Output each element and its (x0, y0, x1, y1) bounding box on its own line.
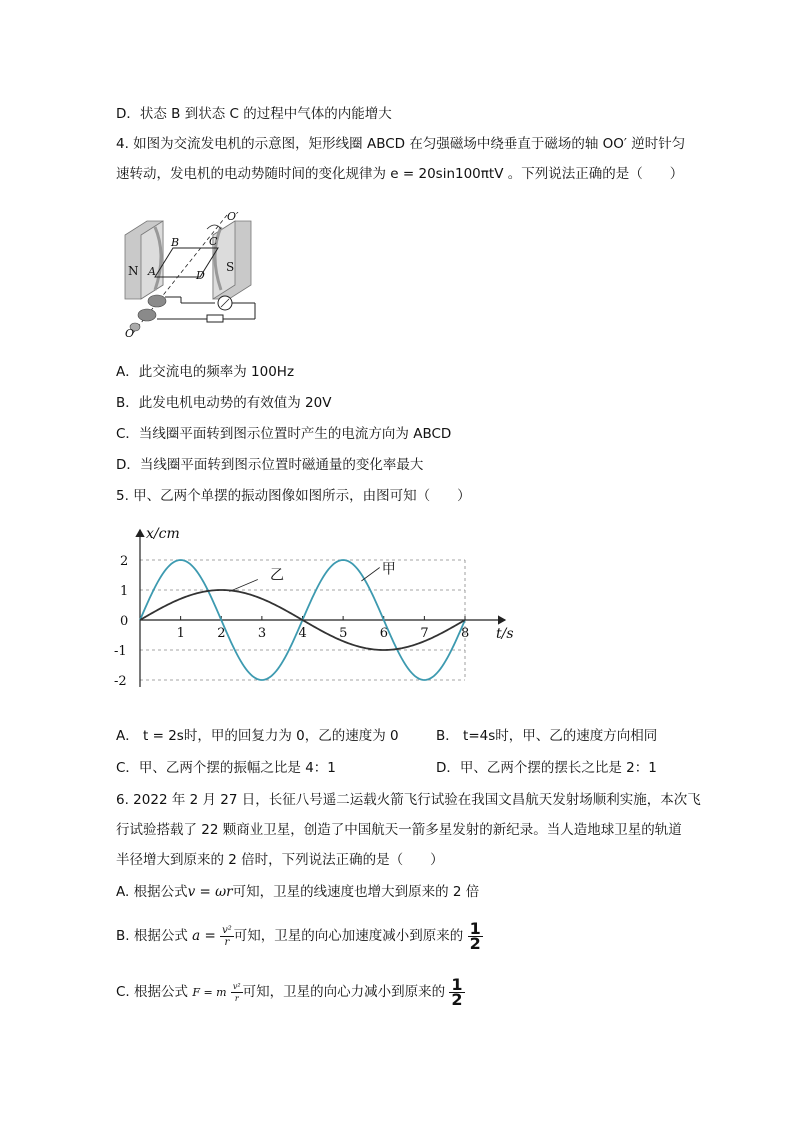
y-tick-label: -2 (114, 674, 127, 689)
q6-option-b-text: 可知，卫星的向心加速度减小到原来的 (233, 928, 464, 944)
y-axis-label: x/cm (146, 526, 180, 542)
x-axis-label: t/s (496, 626, 514, 642)
y-tick-label: 2 (120, 554, 129, 569)
label-a: A (148, 265, 156, 278)
x-tick-label: 7 (420, 626, 429, 641)
q6-option-c-text: 可知，卫星的向心力减小到原来的 (242, 984, 446, 1000)
q6-option-b-ratio: $\frac{1}{2}$ (469, 918, 481, 953)
q6-option-c (116, 974, 465, 1011)
q4-option-c: C．当线圈平面转到图示位置时产生的电流方向为 ABCD (116, 426, 452, 442)
q5-stem: 5. 甲、乙两个单摆的振动图像如图所示，由图可知（ ） (116, 488, 471, 504)
label-c: C (209, 235, 218, 248)
x-tick-label: 4 (298, 626, 307, 641)
q6-stem-line2: 行试验搭载了 22 颗商业卫星，创造了中国航天一箭多星发射的新纪录。当人造地球卫星的轨道 (116, 822, 682, 838)
q3-option-d: D．状态 B 到状态 C 的过程中气体的内能增大 (116, 106, 392, 122)
x-tick-label: 5 (339, 626, 348, 641)
series-label-1: 甲 (381, 561, 396, 578)
q5-option-c: C．甲、乙两个摆的振幅之比是 4：1 (116, 760, 336, 776)
q6-option-a-prefix: A. 根据公式 (116, 884, 188, 900)
q4-option-d: D．当线圈平面转到图示位置时磁通量的变化率最大 (116, 457, 424, 473)
y-tick-label: 0 (120, 614, 129, 629)
q5-option-d: D．甲、乙两个摆的摆长之比是 2：1 (436, 760, 657, 776)
label-s: S (226, 260, 235, 274)
oscillation-chart (110, 522, 530, 692)
label-n: N (128, 264, 139, 278)
q4-stem-line2: 速转动，发电机的电动势随时间的变化规律为 e = 20sin100πtV 。下列说法正确的是（ ） (116, 166, 684, 182)
q6-stem-line1: 6. 2022 年 2 月 27 日，长征八号遥二运载火箭飞行试验在我国文昌航天发射场顺利实施，本次飞 (116, 792, 701, 808)
q5-option-a: A． t = 2s时，甲的回复力为 0，乙的速度为 0 (116, 728, 399, 744)
q6-stem-line3: 半径增大到原来的 2 倍时，下列说法正确的是（ ） (116, 852, 444, 868)
x-tick-label: 2 (217, 626, 226, 641)
series-label-2: 乙 (270, 567, 284, 584)
q6-option-c-ratio: $\frac{1}{2}$ (451, 974, 463, 1009)
label-d: D (196, 269, 205, 282)
x-tick-label: 1 (176, 626, 185, 641)
q5-option-b: B． t=4s时，甲、乙的速度方向相同 (436, 728, 658, 744)
x-tick-label: 3 (257, 626, 267, 641)
q6-option-c-lhs: F = m (192, 986, 227, 999)
q6-option-a-formula: v = ωr (187, 884, 233, 900)
q6-option-b (116, 918, 483, 954)
y-tick-label: -1 (114, 644, 127, 659)
q4-option-b: B．此发电机电动势的有效值为 20V (116, 395, 332, 411)
q6-option-b-formula-fraction: $\frac{\text{v²}}{r}$ (222, 924, 232, 948)
q6-option-a (116, 882, 479, 902)
generator-diagram (115, 205, 265, 340)
q6-option-c-formula-fraction: $\frac{\text{v²}}{r}$ (232, 981, 241, 1003)
label-b: B (171, 236, 180, 249)
q4-option-a: A．此交流电的频率为 100Hz (116, 364, 295, 380)
y-tick-label: 1 (120, 584, 129, 599)
legend-leader-1 (361, 568, 379, 582)
label-o: O (125, 327, 135, 340)
label-o-prime: O′ (227, 210, 239, 223)
q6-option-b-prefix: B. 根据公式 (116, 928, 188, 944)
q6-option-b-lhs: a = (192, 928, 216, 944)
q4-stem-line1: 4. 如图为交流发电机的示意图，矩形线圈 ABCD 在匀强磁场中绕垂直于磁场的轴 OO′ 逆时针匀 (116, 136, 686, 152)
x-tick-label: 6 (379, 626, 389, 641)
x-tick-label: 8 (461, 626, 470, 641)
q6-option-a-text: 可知，卫星的线速度也增大到原来的 2 倍 (232, 884, 480, 900)
q6-option-c-prefix: C. 根据公式 (116, 984, 189, 1000)
